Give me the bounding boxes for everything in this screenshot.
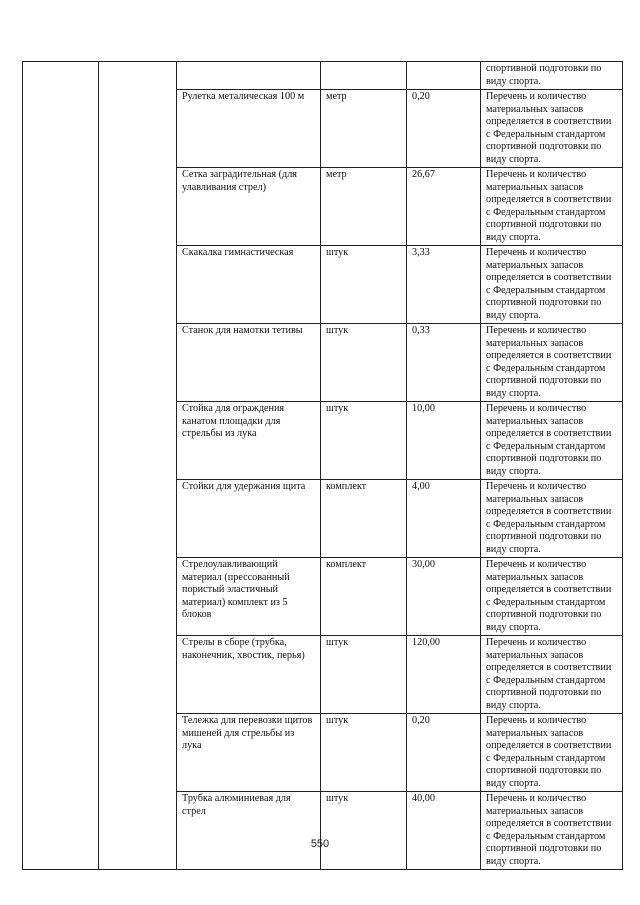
note-cell: Перечень и количество материальных запасов определяется в соответствии с Федеральным стандартом спортивной подготовки по виду спорта. (481, 480, 623, 558)
merged-cell-col-1 (23, 62, 99, 870)
item-name-cell: Тележка для перевозки щитов мишеней для стрельбы из лука (177, 714, 321, 792)
unit-cell: штук (321, 246, 407, 324)
unit-cell: метр (321, 168, 407, 246)
note-cell: Перечень и количество материальных запасов определяется в соответствии с Федеральным стандартом спортивной подготовки по виду спорта. (481, 90, 623, 168)
unit-cell (321, 62, 407, 90)
unit-cell: штук (321, 714, 407, 792)
quantity-cell: 0,33 (407, 324, 481, 402)
page-number: 550 (310, 838, 330, 850)
note-cell: Перечень и количество материальных запасов определяется в соответствии с Федеральным стандартом спортивной подготовки по виду спорта. (481, 714, 623, 792)
unit-cell: штук (321, 792, 407, 870)
unit-cell: штук (321, 402, 407, 480)
note-cell: Перечень и количество материальных запасов определяется в соответствии с Федеральным стандартом спортивной подготовки по виду спорта. (481, 168, 623, 246)
item-name-cell: Трубка алюминиевая для стрел (177, 792, 321, 870)
quantity-cell: 3,33 (407, 246, 481, 324)
unit-cell: комплект (321, 558, 407, 636)
item-name-cell (177, 62, 321, 90)
item-name-cell: Рулетка металическая 100 м (177, 90, 321, 168)
note-cell: Перечень и количество материальных запасов определяется в соответствии с Федеральным стандартом спортивной подготовки по виду спорта. (481, 246, 623, 324)
item-name-cell: Стойки для удержания щита (177, 480, 321, 558)
quantity-cell: 30,00 (407, 558, 481, 636)
quantity-cell: 40,00 (407, 792, 481, 870)
item-name-cell: Стрелоулавливающий материал (прессованный пористый эластичный материал) комплект из 5 блоков (177, 558, 321, 636)
note-cell: Перечень и количество материальных запасов определяется в соответствии с Федеральным стандартом спортивной подготовки по виду спорта. (481, 402, 623, 480)
quantity-cell: 10,00 (407, 402, 481, 480)
quantity-cell: 26,67 (407, 168, 481, 246)
item-name-cell: Станок для намотки тетивы (177, 324, 321, 402)
note-cell: Перечень и количество материальных запасов определяется в соответствии с Федеральным стандартом спортивной подготовки по виду спорта. (481, 324, 623, 402)
quantity-cell: 4,00 (407, 480, 481, 558)
note-cell: спортивной подготовки по виду спорта. (481, 62, 623, 90)
note-cell: Перечень и количество материальных запасов определяется в соответствии с Федеральным стандартом спортивной подготовки по виду спорта. (481, 792, 623, 870)
quantity-cell: 0,20 (407, 90, 481, 168)
unit-cell: штук (321, 324, 407, 402)
merged-cell-col-2 (99, 62, 177, 870)
note-cell: Перечень и количество материальных запасов определяется в соответствии с Федеральным стандартом спортивной подготовки по виду спорта. (481, 636, 623, 714)
unit-cell: штук (321, 636, 407, 714)
quantity-cell: 120,00 (407, 636, 481, 714)
item-name-cell: Скакалка гимнастическая (177, 246, 321, 324)
note-cell: Перечень и количество материальных запасов определяется в соответствии с Федеральным стандартом спортивной подготовки по виду спорта. (481, 558, 623, 636)
item-name-cell: Сетка заградительная (для улавливания стрел) (177, 168, 321, 246)
quantity-cell (407, 62, 481, 90)
item-name-cell: Стрелы в сборе (трубка, наконечник, хвостик, перья) (177, 636, 321, 714)
inventory-table (22, 61, 623, 870)
unit-cell: комплект (321, 480, 407, 558)
unit-cell: метр (321, 90, 407, 168)
quantity-cell: 0,20 (407, 714, 481, 792)
table-row-continued (23, 62, 623, 90)
item-name-cell: Стойка для ограждения канатом площадки для стрельбы из лука (177, 402, 321, 480)
